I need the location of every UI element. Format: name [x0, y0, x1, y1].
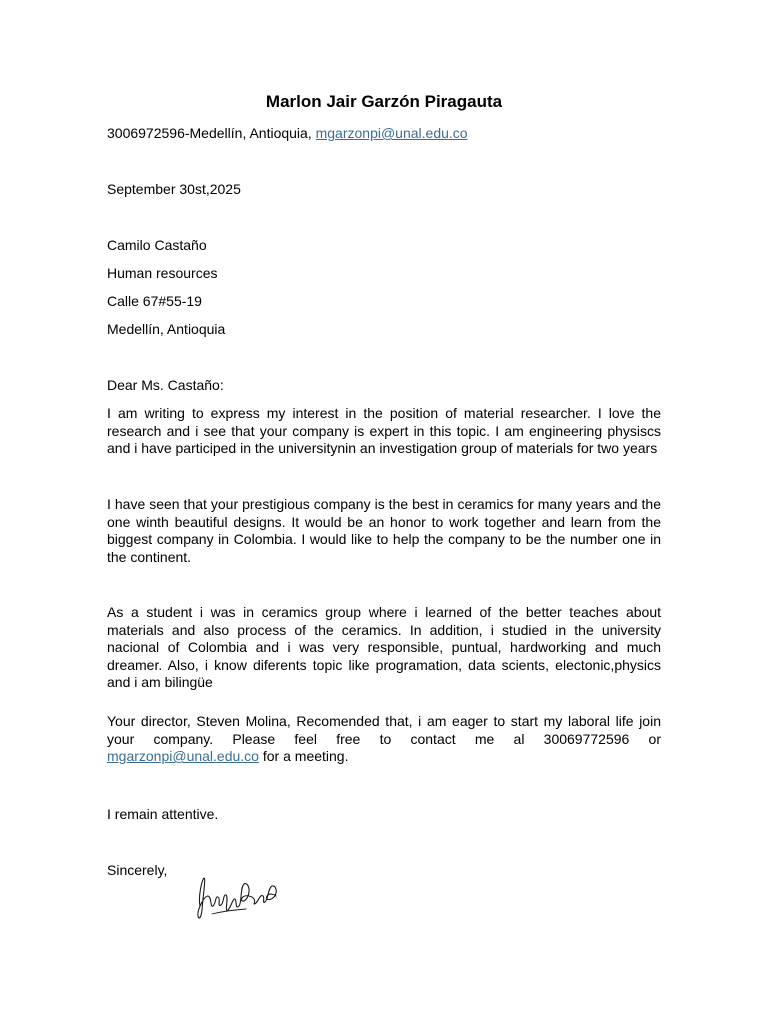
- salutation: Dear Ms. Castaño:: [107, 377, 224, 393]
- paragraph-4-text-end: for a meeting.: [258, 748, 349, 765]
- letter-date: September 30st,2025: [107, 181, 241, 197]
- body-paragraph-4: [107, 713, 661, 766]
- signature-icon: [190, 866, 282, 924]
- closing-line: I remain attentive.: [107, 806, 219, 822]
- body-paragraph-1: I am writing to express my interest in the position of material researcher. I love the research and i see that your company is expert in this topic. I am engineering physiscs and i have participed in the universitynin an investigation group of materials for two years: [107, 405, 661, 457]
- sender-contact-line: [107, 124, 468, 142]
- recipient-city: Medellín, Antioquia: [107, 321, 226, 337]
- sender-name: Marlon Jair Garzón Piragauta: [265, 92, 503, 111]
- recipient-department: Human resources: [107, 265, 218, 281]
- recipient-name: Camilo Castaño: [107, 237, 207, 253]
- body-paragraph-3: As a student i was in ceramics group where i learned of the better teaches about materials and also process of the ceramics. In addition, i studied in the university nacional of Colombia and i was very responsible, puntual, hardworking and much dreamer. Also, i know diferents topic like programation, data scients, electonic,physics and i am bilingüe: [107, 604, 661, 691]
- sign-off: Sincerely,: [107, 862, 168, 878]
- paragraph-4-text: Your director, Steven Molina, Recomended that, i am eager to start my laboral life join your company. Please feel free to contact me al 30069772596 or: [107, 713, 661, 747]
- paragraph-4-email-link[interactable]: mgarzonpi@unal.edu.co: [107, 748, 259, 765]
- sender-contact-text: 3006972596-Medellín, Antioquia,: [107, 125, 316, 141]
- sender-email-link[interactable]: mgarzonpi@unal.edu.co: [315, 125, 468, 141]
- recipient-street: Calle 67#55-19: [107, 293, 202, 309]
- body-paragraph-2: I have seen that your prestigious company is the best in ceramics for many years and the one winth beautiful designs. It would be an honor to work together and learn from the biggest company in Colombia. I would like to help the company to be the number one in the continent.: [107, 496, 661, 565]
